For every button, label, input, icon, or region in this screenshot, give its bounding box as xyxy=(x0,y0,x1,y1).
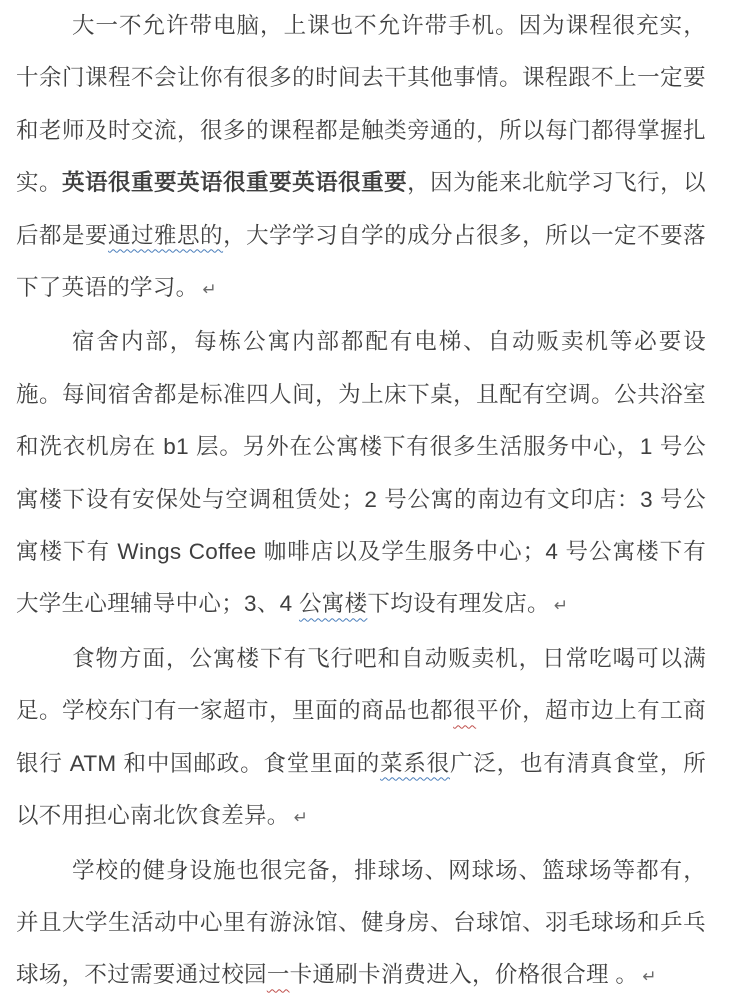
paragraph xyxy=(16,845,706,1004)
paragraph xyxy=(16,0,706,316)
bold-text-run: 英语很重要英语很重要英语很重要 xyxy=(62,170,408,196)
grammar-check-underlined-text: 通过雅思的 xyxy=(108,222,224,248)
document-body xyxy=(16,0,706,1004)
text-run: 食物方面，公寓楼下有飞行吧和自动贩卖机，日常吃喝可以满足。学校东门有一家超市，里面的商品也都 xyxy=(16,645,706,724)
text-run: 广泛，也有清真食堂，所以不用担心南北饮食差异。 xyxy=(16,750,706,829)
paragraph-mark-icon: ↵ xyxy=(202,280,217,300)
text-run: 大一不允许带电脑，上课也不允许带手机。因为课程很充实，十余门课程不会让你有很多的时间去干其他事情。课程跟不上一定要和老师及时交流，很多的课程都是触类旁通的，所以每门都得掌握扎实。 xyxy=(16,13,706,196)
spell-check-underlined-text: 一 xyxy=(266,962,290,988)
text-run: 宿舍内部，每栋公寓内部都配有电梯、自动贩卖机等必要设施。每间宿舍都是标准四人间，为上床下桌，且配有空调。公共浴室和洗衣机房在 b1 层。另外在公寓楼下有很多生活服务中心，1 号公寓楼下设有安保处与空调租赁处；2 号公寓的南边有文印店：3 号公寓楼下有 Wings Coffee 咖啡店以及学生服务中心；4 号公寓楼下有大学生心理辅导中心；3、4 xyxy=(16,329,706,617)
text-run: ，因为能来北航学习飞行，以后都是要 xyxy=(16,170,706,248)
paragraph xyxy=(16,316,706,632)
paragraph xyxy=(16,633,706,845)
paragraph-mark-icon: ↵ xyxy=(553,596,569,616)
text-run: 学校的健身设施也很完备，排球场、网球场、篮球场等都有，并且大学生活动中心里有游泳馆、健身房、台球馆、羽毛球场和乒乓球场，不过需要通过校园 xyxy=(16,857,706,988)
text-run: ，大学学习自学的成分占很多，所以一定不要落下了英语的学习。 xyxy=(16,222,706,301)
text-run: 卡通刷卡消费进入，价格很合理 。 xyxy=(289,962,639,988)
text-run: 下均设有理发店。 xyxy=(367,591,550,617)
paragraph-mark-icon: ↵ xyxy=(642,967,657,987)
paragraph-mark-icon: ↵ xyxy=(293,808,309,828)
text-run: 平价，超市边上有工商银行 ATM 和中国邮政。食堂里面的 xyxy=(16,698,706,776)
grammar-check-underlined-text: 公寓楼 xyxy=(298,591,368,617)
spell-check-underlined-text: 很 xyxy=(453,698,477,724)
grammar-check-underlined-text: 菜系很 xyxy=(380,750,450,776)
